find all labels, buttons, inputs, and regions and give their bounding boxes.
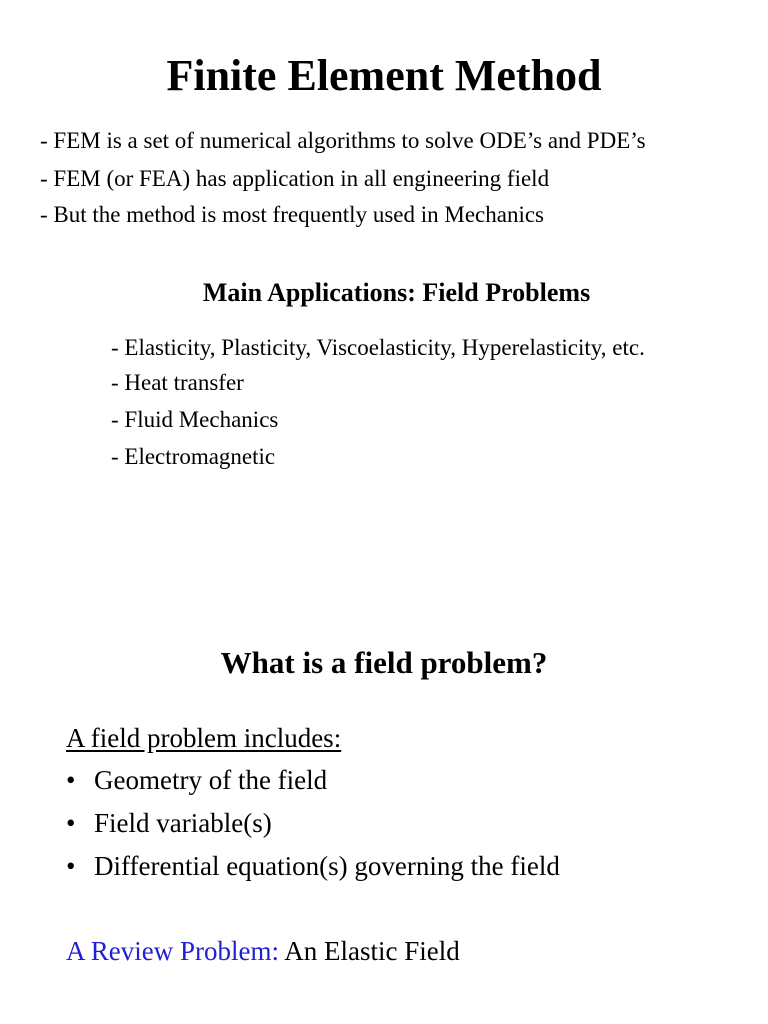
review-problem-title: An Elastic Field [278,936,460,966]
bullet-text: Geometry of the field [94,765,328,795]
field-problem-bullet [66,850,560,882]
page-title: Finite Element Method [166,51,602,100]
field-problem-bullet [66,807,272,839]
bullet-text: Field variable(s) [94,808,272,838]
review-problem-label: A Review Problem: [66,936,279,966]
application-item: - Heat transfer [111,370,244,395]
field-problem-bullet [66,764,327,796]
application-item: - Elasticity, Plasticity, Viscoelasticity, Hyperelasticity, etc. [111,335,645,360]
bullet-text: Differential equation(s) governing the field [94,851,560,881]
application-item: - Electromagnetic [111,444,276,469]
bullet-dot: • [66,851,76,881]
intro-line: - But the method is most frequently used in Mechanics [40,202,544,227]
bullet-dot: • [66,765,76,795]
intro-line: - FEM is a set of numerical algorithms to solve ODE’s and PDE’s [40,128,646,153]
application-item: - Fluid Mechanics [111,407,279,432]
field-problem-intro: A field problem includes: [66,723,342,753]
intro-line: - FEM (or FEA) has application in all engineering field [40,166,550,191]
review-problem-line [66,935,460,967]
bullet-dot: • [66,808,76,838]
applications-heading: Main Applications: Field Problems [202,278,591,307]
field-problem-heading: What is a field problem? [220,645,548,680]
